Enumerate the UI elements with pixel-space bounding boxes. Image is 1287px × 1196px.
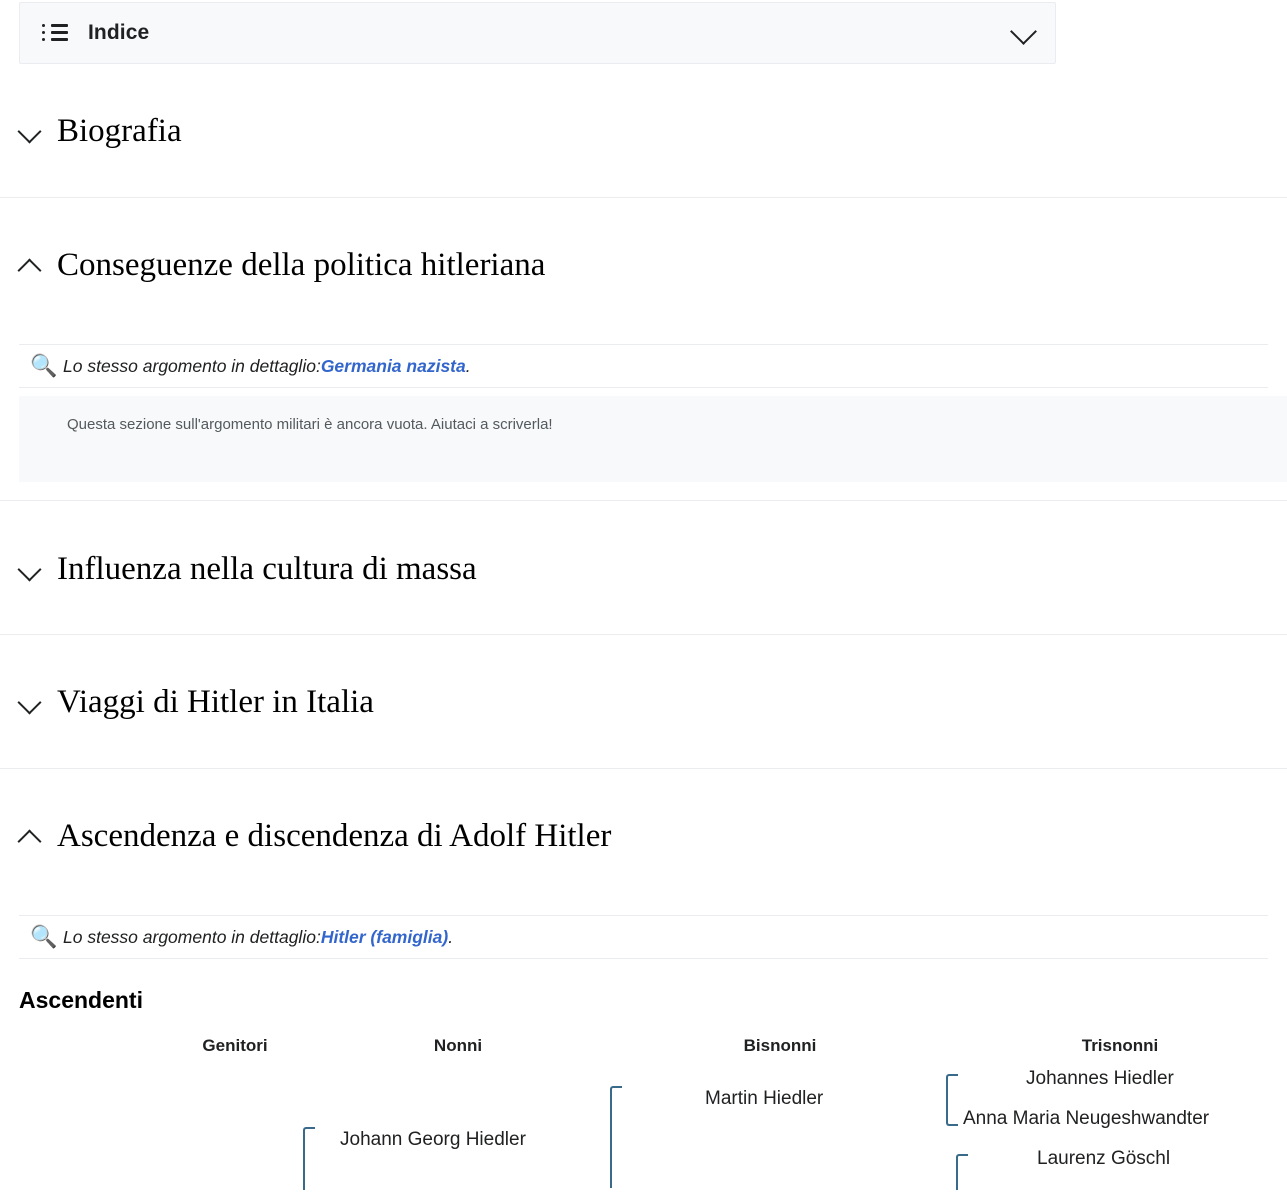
- tree-node-anna-maria-neugeshwandter: Anna Maria Neugeshwandter: [963, 1108, 1210, 1130]
- empty-section-notice: [19, 396, 1287, 482]
- hatnote-prefix: Lo stesso argomento in dettaglio:: [63, 926, 321, 947]
- chevron-down-icon[interactable]: [1009, 19, 1037, 47]
- tree-node-johann-georg-hiedler: Johann Georg Hiedler: [340, 1129, 526, 1151]
- ancestry-tree: [0, 1036, 1287, 1196]
- table-of-contents-label: Indice: [88, 21, 150, 44]
- section-header-ascendenza[interactable]: [0, 769, 1287, 902]
- list-icon: [42, 23, 68, 43]
- section-title: Viaggi di Hitler in Italia: [57, 684, 374, 721]
- section-conseguenze: [0, 198, 1287, 483]
- subheading-ascendenti: Ascendenti: [19, 987, 143, 1014]
- tree-bracket-bisnonni: [610, 1086, 622, 1188]
- section-header-influenza[interactable]: [0, 501, 1287, 634]
- tree-node-laurenz-goschl: Laurenz Göschl: [1037, 1148, 1171, 1170]
- section-ascendenza: [0, 769, 1287, 1196]
- hatnote-suffix: .: [448, 926, 454, 947]
- chevron-up-icon[interactable]: [19, 824, 49, 850]
- magnifier-icon: 🔍: [30, 924, 58, 950]
- tree-bracket-trisnonni-1: [946, 1074, 958, 1126]
- chevron-down-icon[interactable]: [19, 119, 49, 145]
- tree-bracket-trisnonni-2: [956, 1154, 968, 1190]
- section-title: Influenza nella cultura di massa: [57, 550, 477, 587]
- tree-bracket-nonni: [303, 1127, 315, 1190]
- table-of-contents-bar[interactable]: [19, 2, 1056, 64]
- section-title: Ascendenza e discendenza di Adolf Hitler: [57, 818, 612, 855]
- tree-node-martin-hiedler: Martin Hiedler: [705, 1088, 824, 1110]
- tree-column-label-bisnonni: Bisnonni: [743, 1036, 817, 1056]
- chevron-up-icon[interactable]: [19, 253, 49, 279]
- section-title: Conseguenze della politica hitleriana: [57, 247, 546, 284]
- section-title: Biografia: [57, 113, 182, 150]
- hatnote-link[interactable]: Germania nazista: [320, 355, 466, 376]
- tree-node-johannes-hiedler: Johannes Hiedler: [1026, 1068, 1174, 1090]
- section-influenza: [0, 500, 1287, 635]
- tree-column-label-nonni: Nonni: [433, 1036, 483, 1056]
- chevron-down-icon[interactable]: [19, 690, 49, 716]
- tree-column-label-trisnonni: Trisnonni: [1081, 1036, 1159, 1056]
- section-biografia: [0, 64, 1287, 198]
- empty-section-text: Questa sezione sull'argomento militari è ancora vuota. Aiutaci a scriverla!: [67, 416, 553, 434]
- magnifier-icon: 🔍: [30, 353, 58, 379]
- hatnote-link[interactable]: Hitler (famiglia): [320, 926, 449, 947]
- hatnote-suffix: .: [465, 355, 471, 376]
- section-header-biografia[interactable]: [0, 64, 1287, 197]
- hatnote-germania-nazista: [19, 344, 1268, 388]
- section-header-viaggi[interactable]: [0, 635, 1287, 768]
- hatnote-prefix: Lo stesso argomento in dettaglio:: [63, 355, 321, 376]
- section-viaggi: [0, 635, 1287, 769]
- tree-column-label-genitori: Genitori: [202, 1036, 268, 1056]
- chevron-down-icon[interactable]: [19, 557, 49, 583]
- hatnote-hitler-famiglia: [19, 915, 1268, 959]
- section-header-conseguenze[interactable]: [0, 198, 1287, 331]
